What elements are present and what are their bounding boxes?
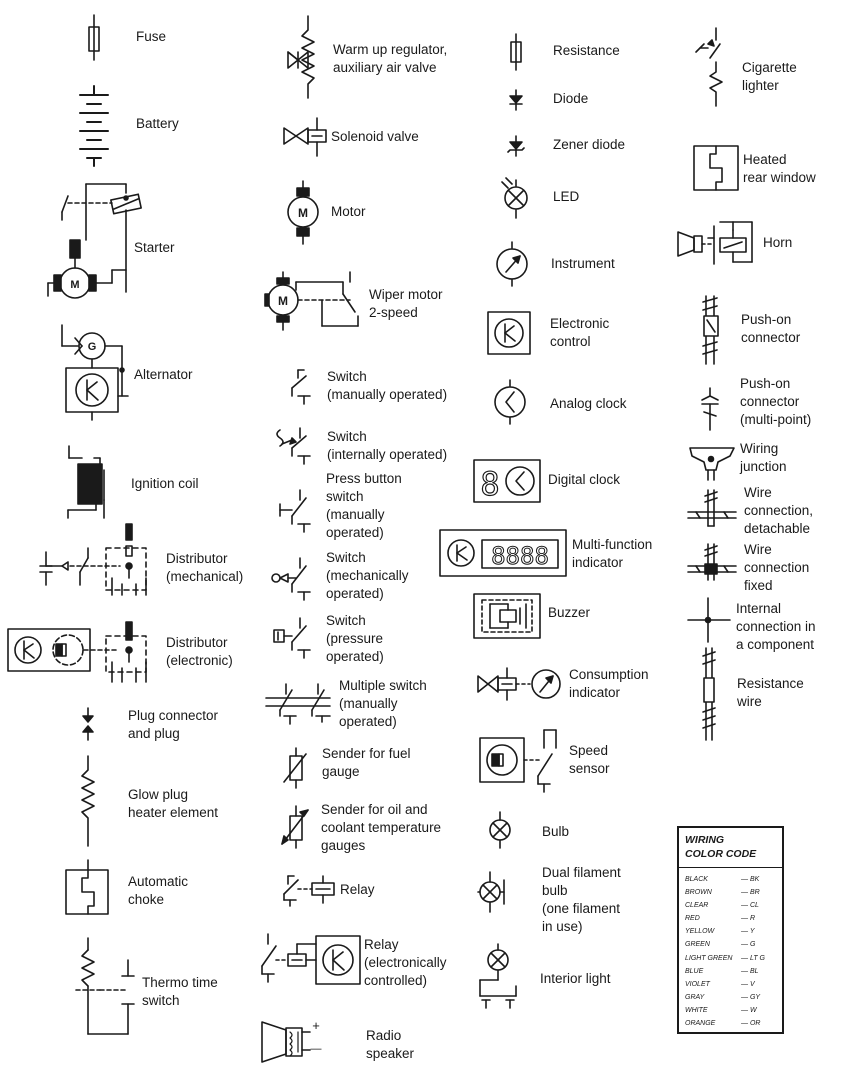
legend-row bbox=[685, 1004, 781, 1017]
legend-color-abbr: — V bbox=[741, 980, 755, 988]
solenoid-valve-label: Solenoid valve bbox=[331, 129, 419, 144]
analog-clock-label: Analog clock bbox=[550, 396, 627, 411]
plug-connector-icon bbox=[83, 708, 93, 740]
legend-color-name: RED bbox=[685, 915, 700, 923]
distributor-electronic-label: Distributor (electronic) bbox=[166, 635, 233, 668]
legend-color-name: BLUE bbox=[685, 967, 704, 975]
resistance-wire-label: Resistance wire bbox=[737, 676, 804, 709]
thermo-time-switch-label: Thermo time switch bbox=[142, 975, 218, 1008]
legend-color-name: CLEAR bbox=[685, 902, 709, 910]
consumption-indicator-label: Consumption indicator bbox=[569, 667, 649, 700]
legend-color-name: GREEN bbox=[685, 941, 710, 949]
legend-color-abbr: — G bbox=[741, 941, 756, 949]
zener-diode-label: Zener diode bbox=[553, 137, 626, 152]
internal-connection-label: Internal connection in a component bbox=[736, 601, 816, 652]
legend-color-abbr: — R bbox=[741, 915, 755, 923]
glow-plug-icon bbox=[82, 756, 94, 846]
legend-row bbox=[685, 912, 781, 925]
legend-title: WIRING COLOR CODE bbox=[685, 834, 757, 860]
legend-color-abbr: — OR bbox=[741, 1020, 761, 1028]
alternator-generator-letter: G bbox=[87, 341, 97, 353]
cigarette-lighter-icon bbox=[696, 28, 722, 106]
relay-electronic-label: Relay (electronically controlled) bbox=[364, 937, 447, 988]
speaker-plus-sign: + bbox=[312, 1018, 320, 1033]
buzzer-label: Buzzer bbox=[548, 605, 591, 620]
relay-icon bbox=[284, 876, 334, 906]
bulb-icon bbox=[490, 812, 510, 848]
diode-icon bbox=[510, 90, 522, 110]
warm-up-regulator-label: Warm up regulator, auxiliary air valve bbox=[333, 42, 448, 75]
buzzer-icon bbox=[474, 594, 540, 638]
wire-connection-detachable-icon bbox=[688, 490, 736, 526]
push-on-connector-multi-icon bbox=[702, 388, 718, 430]
legend-row bbox=[685, 873, 781, 886]
dual-filament-bulb-label: Dual filament bulb (one filament in use) bbox=[542, 865, 621, 934]
legend-color-abbr: — W bbox=[741, 1006, 757, 1014]
ignition-coil-label: Ignition coil bbox=[131, 476, 199, 491]
starter-label: Starter bbox=[134, 240, 175, 255]
distributor-mechanical-label: Distributor (mechanical) bbox=[166, 551, 244, 584]
electronic-control-icon bbox=[488, 312, 530, 354]
starter-icon bbox=[48, 184, 141, 298]
legend-color-name: GRAY bbox=[685, 993, 705, 1001]
switch-internal-label: Switch (internally operated) bbox=[327, 429, 448, 462]
horn-label: Horn bbox=[763, 235, 793, 250]
legend-row bbox=[685, 952, 781, 965]
wiring-junction-label: Wiring junction bbox=[740, 441, 787, 474]
legend-row bbox=[685, 978, 781, 991]
zener-diode-icon bbox=[508, 136, 524, 156]
legend-color-name: YELLOW bbox=[685, 928, 715, 936]
legend-row bbox=[685, 1017, 781, 1030]
radio-speaker-label: Radio speaker bbox=[366, 1028, 415, 1061]
starter-motor-letter: M bbox=[70, 279, 80, 291]
multi-function-indicator-label: Multi-function indicator bbox=[572, 537, 653, 570]
sender-fuel-label: Sender for fuel gauge bbox=[322, 746, 411, 779]
sender-fuel-icon bbox=[284, 748, 306, 788]
heated-rear-window-label: Heated rear window bbox=[743, 152, 816, 185]
relay-electronic-icon bbox=[262, 934, 360, 984]
instrument-icon bbox=[497, 242, 527, 286]
legend-color-abbr: — LT G bbox=[741, 954, 765, 962]
resistance-label: Resistance bbox=[553, 43, 620, 58]
relay-label: Relay bbox=[340, 882, 375, 897]
plug-connector-label: Plug connector and plug bbox=[128, 708, 219, 741]
speaker-minus-sign: — bbox=[310, 1043, 322, 1055]
solenoid-valve-icon bbox=[284, 118, 326, 156]
distributor-electronic-icon bbox=[8, 622, 146, 682]
legend-color-abbr: — Y bbox=[741, 928, 755, 936]
sender-oil-icon bbox=[282, 806, 308, 848]
multiple-switch-label: Multiple switch (manually operated) bbox=[339, 678, 427, 729]
digital-clock-label: Digital clock bbox=[548, 472, 621, 487]
legend-color-abbr: — BK bbox=[741, 876, 760, 883]
legend-row bbox=[685, 886, 781, 899]
multi-function-digits: 8888 bbox=[491, 542, 549, 570]
wiring-color-code-legend bbox=[677, 826, 784, 1034]
legend-row bbox=[685, 899, 781, 912]
analog-clock-icon bbox=[495, 380, 525, 424]
switch-internal-icon bbox=[277, 428, 310, 464]
switch-manual-icon bbox=[292, 370, 310, 404]
speed-sensor-label: Speed sensor bbox=[569, 743, 610, 776]
fuse-icon bbox=[89, 15, 99, 60]
alternator-icon bbox=[62, 325, 128, 420]
interior-light-icon bbox=[480, 944, 516, 1008]
glow-plug-label: Glow plug heater element bbox=[128, 787, 219, 820]
motor-label: Motor bbox=[331, 204, 366, 219]
switch-manual-label: Switch (manually operated) bbox=[327, 369, 448, 402]
legend-color-name: VIOLET bbox=[685, 980, 710, 988]
horn-icon bbox=[678, 222, 752, 264]
heated-rear-window-icon bbox=[694, 146, 738, 190]
wiper-motor-label: Wiper motor 2-speed bbox=[369, 287, 443, 320]
legend-row bbox=[685, 965, 781, 978]
diode-label: Diode bbox=[553, 91, 589, 106]
internal-connection-icon bbox=[688, 598, 730, 642]
automatic-choke-icon bbox=[66, 860, 108, 914]
legend-color-name: WHITE bbox=[685, 1006, 708, 1014]
motor-letter: M bbox=[298, 206, 308, 220]
push-on-connector-icon bbox=[703, 296, 718, 364]
led-icon bbox=[502, 178, 527, 218]
legend-rows bbox=[685, 873, 781, 1030]
legend-row bbox=[685, 925, 781, 938]
legend-color-abbr: — BL bbox=[741, 967, 759, 975]
legend-color-name: LIGHT GREEN bbox=[685, 954, 733, 962]
battery-label: Battery bbox=[136, 116, 179, 131]
legend-color-name: BLACK bbox=[685, 876, 708, 883]
interior-light-label: Interior light bbox=[540, 971, 611, 986]
wiper-motor-letter: M bbox=[278, 294, 288, 308]
distributor-mechanical-icon bbox=[40, 524, 146, 595]
legend-color-abbr: — CL bbox=[741, 902, 759, 910]
cigarette-lighter-label: Cigarette lighter bbox=[742, 60, 797, 93]
wire-connection-detachable-label: Wire connection, detachable bbox=[744, 485, 814, 536]
consumption-indicator-icon bbox=[478, 668, 560, 700]
battery-icon bbox=[80, 86, 108, 166]
speed-sensor-icon bbox=[480, 730, 556, 792]
multiple-switch-icon bbox=[266, 684, 330, 724]
ignition-coil-icon bbox=[68, 446, 104, 518]
wiring-junction-icon bbox=[690, 448, 734, 480]
alternator-label: Alternator bbox=[134, 367, 193, 382]
switch-pressure-icon bbox=[274, 618, 310, 658]
press-button-switch-icon bbox=[280, 490, 310, 532]
legend-color-name: ORANGE bbox=[685, 1020, 716, 1028]
resistance-wire-icon bbox=[703, 648, 715, 740]
push-on-connector-label: Push-on connector bbox=[741, 312, 801, 345]
dual-filament-bulb-icon bbox=[478, 872, 504, 912]
press-button-switch-label: Press button switch (manually operated) bbox=[326, 471, 402, 540]
resistance-icon bbox=[511, 34, 521, 70]
thermo-time-switch-icon bbox=[76, 938, 134, 1034]
legend-color-abbr: — GY bbox=[741, 993, 761, 1001]
legend-color-name: BROWN bbox=[685, 889, 712, 897]
bulb-label: Bulb bbox=[542, 824, 570, 839]
wire-connection-fixed-label: Wire connection fixed bbox=[744, 542, 810, 593]
wire-connection-fixed-icon bbox=[688, 544, 736, 580]
legend-row bbox=[685, 938, 781, 951]
sender-oil-label: Sender for oil and coolant temperature gauges bbox=[321, 802, 442, 853]
instrument-label: Instrument bbox=[551, 256, 615, 271]
push-on-connector-multi-label: Push-on connector (multi-point) bbox=[740, 376, 812, 427]
automatic-choke-label: Automatic choke bbox=[128, 874, 189, 907]
electronic-control-label: Electronic control bbox=[550, 316, 610, 349]
warm-up-regulator-icon bbox=[288, 16, 314, 98]
legend-color-abbr: — BR bbox=[741, 889, 760, 897]
legend-divider bbox=[679, 867, 782, 868]
digital-clock-digit: 8 bbox=[480, 465, 500, 503]
switch-mechanical-label: Switch (mechanically operated) bbox=[326, 550, 409, 601]
fuse-label: Fuse bbox=[136, 29, 167, 44]
led-label: LED bbox=[553, 189, 580, 204]
switch-pressure-label: Switch (pressure operated) bbox=[326, 613, 384, 664]
legend-row bbox=[685, 991, 781, 1004]
switch-mechanical-icon bbox=[272, 558, 310, 600]
radio-speaker-icon bbox=[262, 1022, 310, 1062]
